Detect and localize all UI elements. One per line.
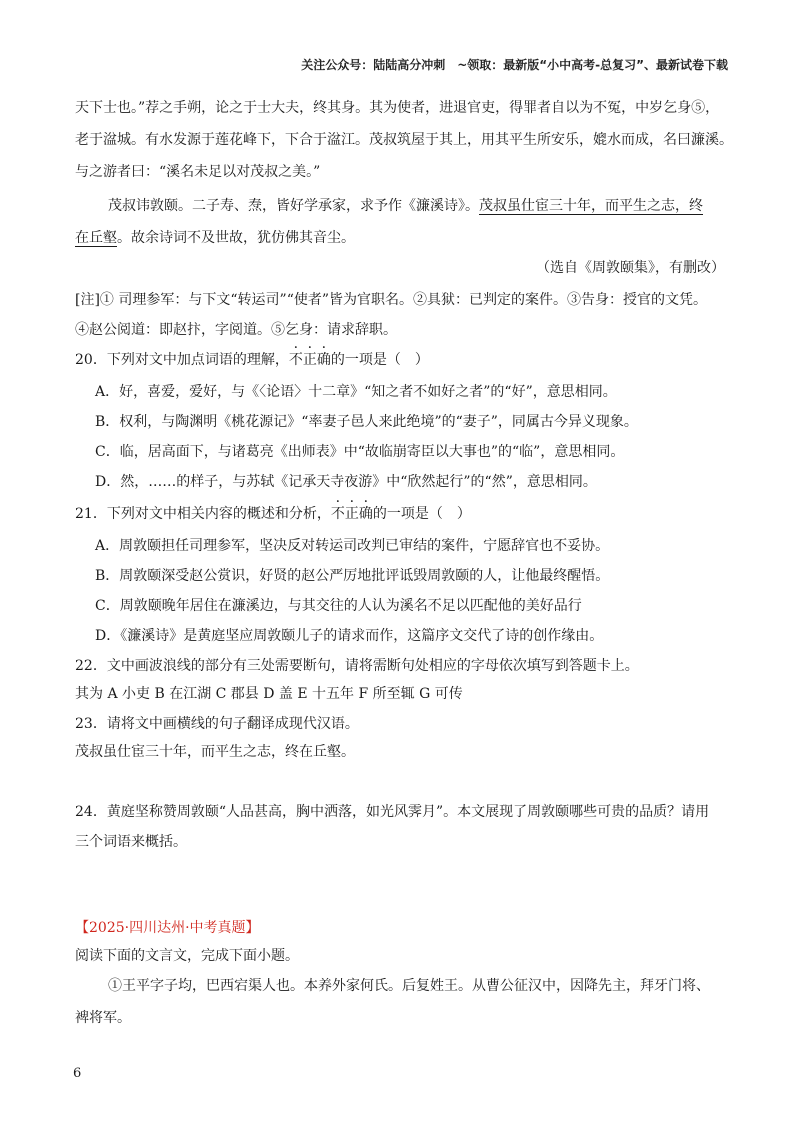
question-23-stem: 23．请将文中画横线的句子翻译成现代汉语。 [75,716,359,732]
page-header: 关注公众号：陆陆高分冲刺 ~领取：最新版“小中高考-总复习”、最新试卷下载 [301,58,728,72]
stem-text: 的一项是（ ） [372,506,471,522]
page-number: 6 [73,1066,82,1081]
emphasis-char: 确 [316,352,331,368]
option-a: A．好，喜爱，爱好，与《〈论语〉十二章》“知之者不如好之者”的“好”，意思相同。 [95,384,617,400]
source-note: （选自《周敦颐集》，有删改） [536,260,725,276]
option-c: C．临，居高面下，与诸葛亮《出师表》中“故临崩寄臣以大事也”的“临”，意思相同。 [95,444,625,460]
passage-line: 与之游者曰：“溪名未足以对茂叔之美。” [75,164,321,180]
underlined-sentence: 在丘壑 [75,230,117,246]
option-b: B．权利，与陶渊明《桃花源记》“率妻子邑人来此绝境”的“妻子”，同属古今异义现象。 [95,414,638,430]
emphasis-char: 确 [358,506,373,522]
question-21-stem [75,504,471,524]
annotation-line: ④赵公阅道：即赵抃，字阅道。⑤乞身：请求辞职。 [75,322,397,338]
question-20-stem [75,350,429,370]
passage-line [108,196,703,216]
option-b: B．周敦颐深受赵公赏识，好贤的赵公严厉地批评诋毁周敦颐的人，让他最终醒悟。 [95,568,610,584]
passage-text: 茂叔讳敦颐。二子寿、焘，皆好学承家，求予作《濂溪诗》。 [108,198,479,214]
emphasis-char: 正 [302,352,317,368]
underlined-sentence: 茂叔虽仕宦三十年，而平生之志，终 [479,198,703,214]
emphasis-char: 不 [288,352,303,368]
question-22-text: 其为 A 小吏 B 在江湖 C 郡县 D 盖 E 十五年 F 所至辄 G 可传 [75,686,463,702]
annotation-line: [注]① 司理参军：与下文“转运司”“使者”皆为官职名。②具狱：已判定的案件。③告身：授官的文凭。 [75,292,708,308]
passage-line [75,228,355,248]
question-22-stem: 22．文中画波浪线的部分有三处需要断句，请将需断句处相应的字母依次填写到答题卡上。 [75,658,639,674]
exam-source-tag: 【2025·四川达州·中考真题】 [75,920,260,936]
emphasis-char: 不 [330,506,345,522]
passage-text: 。故余诗词不及世故，犹仿佛其音尘。 [117,230,355,246]
question-24-stem: 24．黄庭坚称赞周敦颐“人品甚高，胸中洒落，如光风霁月”。本文展现了周敦颐哪些可贵的品质？请用 [75,804,710,820]
option-d: D．然，……的样子，与苏轼《记承天寺夜游》中“欣然起行”的“然”，意思相同。 [95,474,597,490]
stem-text: 20．下列对文中加点词语的理解， [75,352,289,368]
emphasis-char: 正 [344,506,359,522]
passage-line: 老于湓城。有水发源于莲花峰下，下合于湓江。茂叔筑屋于其上，用其平生所安乐，媲水而成，名曰濂溪。 [75,132,733,148]
section-tag [75,918,260,938]
option-c: C．周敦颐晚年居住在濂溪边，与其交往的人认为溪名不足以匹配他的美好品行 [95,598,582,614]
question-23-text: 茂叔虽仕宦三十年，而平生之志，终在丘壑。 [75,744,355,760]
reading-instruction: 阅读下面的文言文，完成下面小题。 [75,948,299,964]
passage-line: 天下士也。”荐之手朔，论之于士大夫，终其身。其为使者，进退官吏，得罪者自以为不冤，中岁乞身⑤， [75,100,720,116]
stem-text: 21．下列对文中相关内容的概述和分析， [75,506,331,522]
stem-text: 的一项是（ ） [330,352,429,368]
question-24-stem: 三个词语来概括。 [75,834,187,850]
option-a: A．周敦颐担任司理参军，坚决反对转运司改判已审结的案件，宁愿辞官也不妥协。 [95,538,610,554]
passage-line: 裨将军。 [75,1010,131,1026]
option-d: D．《濂溪诗》是黄庭坚应周敦颐儿子的请求而作，这篇序文交代了诗的创作缘由。 [95,628,604,644]
passage-line: ①王平字子均，巴西宕渠人也。本养外家何氏。后复姓王。从曹公征汉中，因降先主，拜牙门将、 [108,978,710,994]
